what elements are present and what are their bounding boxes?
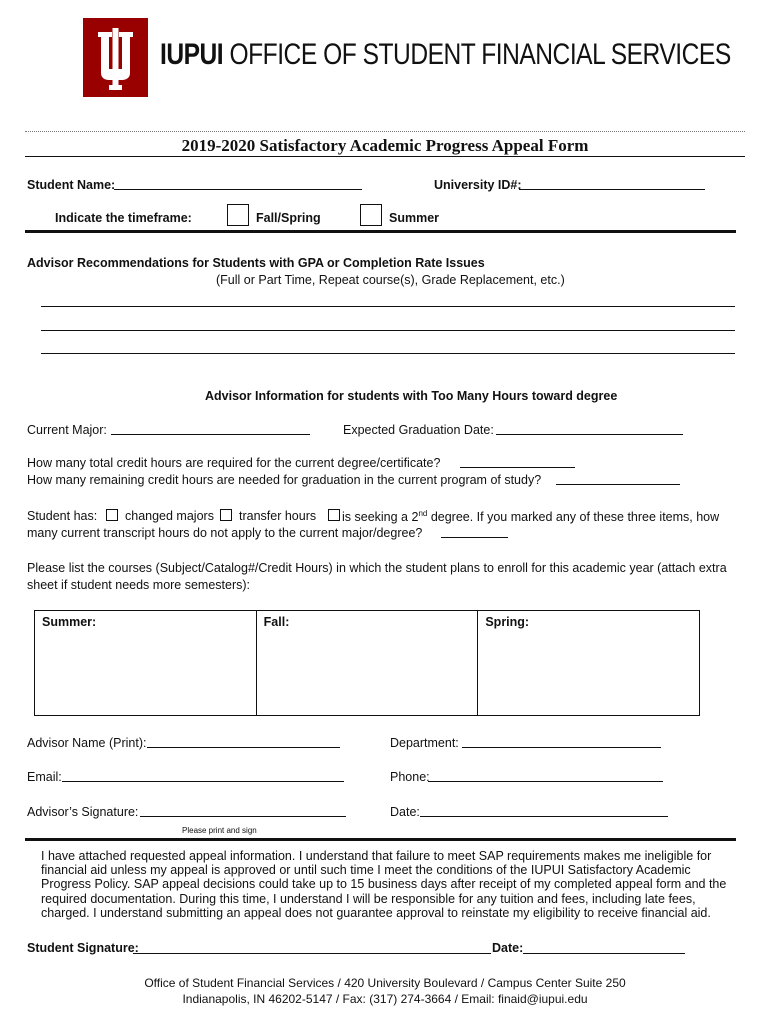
transfer-hours-label: transfer hours: [239, 509, 317, 523]
spring-column[interactable]: Spring:: [485, 615, 530, 629]
gpa-section-heading: Advisor Recommendations for Students with GPA or Completion Rate Issues: [27, 256, 485, 270]
attestation-rule: [25, 838, 736, 841]
fall-column[interactable]: Fall:: [257, 611, 479, 715]
advisor-name-field[interactable]: [147, 747, 340, 748]
attestation-line: required documentation. During this time, I understand I will be responsible for any tuition and fees, including late fees,: [41, 891, 696, 906]
expected-graduation-field[interactable]: [496, 434, 683, 435]
advisor-date-field[interactable]: [420, 816, 668, 817]
section-rule: [25, 230, 736, 233]
email-label: Email:: [27, 770, 62, 784]
phone-field[interactable]: [428, 781, 663, 782]
university-id-field[interactable]: [519, 189, 705, 190]
student-date-label: Date:: [492, 941, 524, 955]
title-rule: [25, 156, 745, 157]
second-degree-checkbox[interactable]: [328, 509, 340, 521]
expected-graduation-label: Expected Graduation Date:: [343, 423, 494, 437]
summer-column[interactable]: Summer:: [35, 611, 257, 715]
attestation-line: financial aid unless my appeal is approved or until such time I meet the conditions of the IUPUI Satisfactory Academic: [41, 863, 691, 878]
second-degree-label: is seeking a 2nd degree. If you marked any of these three items, how: [342, 509, 720, 525]
advisor-date-label: Date:: [390, 805, 420, 819]
office-title: IUPUI OFFICE OF STUDENT FINANCIAL SERVICES: [160, 38, 731, 71]
recommendation-line-2[interactable]: [41, 330, 735, 331]
remaining-hours-field[interactable]: [556, 484, 680, 485]
attestation-line: I have attached requested appeal information. I understand that failure to meet SAP requirements makes me ineligible for: [41, 849, 712, 863]
transcript-hours-field[interactable]: [441, 537, 508, 538]
courses-instruction-2: sheet if student needs more semesters):: [27, 578, 251, 592]
advisor-signature-field[interactable]: [140, 816, 346, 817]
total-hours-question: How many total credit hours are required for the current degree/certificate?: [27, 456, 441, 470]
fall-spring-label: Fall/Spring: [256, 211, 321, 225]
phone-label: Phone:: [390, 770, 430, 784]
iu-trident-logo: [83, 18, 148, 97]
print-sign-note: Please print and sign: [182, 826, 257, 835]
remaining-hours-question: How many remaining credit hours are needed for graduation in the current program of study?: [27, 473, 542, 487]
transfer-hours-checkbox[interactable]: [220, 509, 232, 521]
current-major-label: Current Major:: [27, 423, 107, 437]
recommendation-line-3[interactable]: [41, 353, 735, 354]
form-title: 2019-2020 Satisfactory Academic Progress Appeal Form: [181, 136, 589, 155]
department-label: Department:: [390, 736, 459, 750]
student-signature-field[interactable]: [133, 953, 491, 954]
student-date-field[interactable]: [523, 953, 685, 954]
total-hours-field[interactable]: [460, 467, 575, 468]
university-id-label: University ID#:: [434, 178, 522, 192]
header-divider: [25, 131, 745, 132]
hours-section-heading: Advisor Information for students with Too Many Hours toward degree: [205, 389, 618, 403]
changed-majors-checkbox[interactable]: [106, 509, 118, 521]
summer-checkbox[interactable]: [360, 204, 382, 226]
fall-spring-checkbox[interactable]: [227, 204, 249, 226]
department-field[interactable]: [462, 747, 661, 748]
student-name-field[interactable]: [114, 189, 362, 190]
footer-address: Office of Student Financial Services / 420 University Boulevard / Campus Center Suite 250: [144, 976, 626, 990]
attestation-paragraph: [41, 849, 731, 920]
gpa-section-subheading: (Full or Part Time, Repeat course(s), Grade Replacement, etc.): [216, 273, 565, 287]
course-plan-table: [34, 610, 700, 716]
student-signature-label: Student Signature:: [27, 941, 139, 955]
footer-contact: Indianapolis, IN 46202-5147 / Fax: (317) 274-3664 / Email: finaid@iupui.edu: [182, 992, 588, 1006]
changed-majors-label: changed majors: [125, 509, 214, 523]
attestation-line: Progress Policy. SAP appeal decisions could take up to 15 business days after receipt of my completed appeal form and the: [41, 877, 727, 892]
advisor-name-label: Advisor Name (Print):: [27, 736, 147, 750]
advisor-signature-label: Advisor’s Signature:: [27, 805, 139, 819]
timeframe-label: Indicate the timeframe:: [55, 211, 192, 225]
trident-icon: [83, 18, 148, 97]
courses-instruction-1: Please list the courses (Subject/Catalog#/Credit Hours) in which the student plans to enroll for this academic year (attach extra: [27, 561, 727, 575]
student-has-label: Student has:: [27, 509, 98, 523]
recommendation-line-1[interactable]: [41, 306, 735, 307]
transcript-hours-question: many current transcript hours do not apply to the current major/degree?: [27, 526, 423, 540]
student-name-label: Student Name:: [27, 178, 116, 192]
email-field[interactable]: [62, 781, 344, 782]
current-major-field[interactable]: [111, 434, 310, 435]
attestation-line: charged. I understand submitting an appeal does not guarantee approval to reinstate my eligibility to receive financial aid.: [41, 905, 711, 920]
summer-label: Summer: [389, 211, 440, 225]
